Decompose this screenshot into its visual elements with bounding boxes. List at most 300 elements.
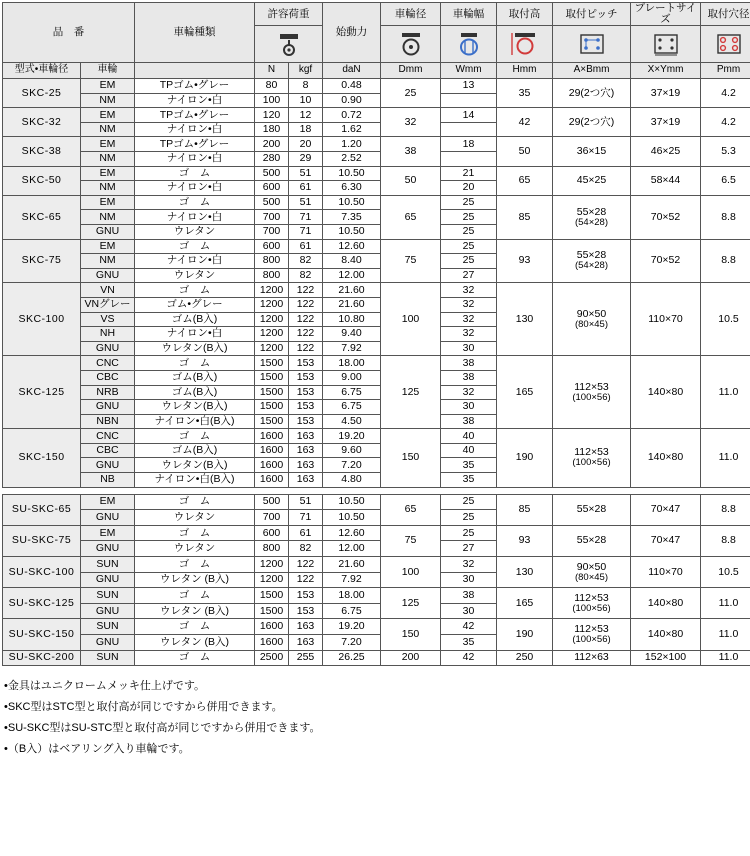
cell-wheel-code: SUN — [81, 650, 135, 666]
cell-mount-height: 130 — [497, 557, 553, 588]
cell-mount-height: 65 — [497, 166, 553, 195]
cell-kgf: 153 — [289, 370, 323, 385]
cell-wheel-dia: 75 — [381, 525, 441, 556]
cell-hole-dia: 11.0 — [701, 429, 750, 487]
cell-kgf: 122 — [289, 297, 323, 312]
cell-n: 200 — [255, 137, 289, 152]
cell-dan: 21.60 — [323, 557, 381, 573]
cell-n: 1500 — [255, 603, 289, 619]
cell-mount-pitch: 112×53 (100×56) — [553, 429, 631, 487]
cell-wheel-code: CNC — [81, 356, 135, 371]
cell-kgf: 122 — [289, 312, 323, 327]
cell-wheel-width: 38 — [441, 356, 497, 371]
cell-plate-size: 58×44 — [631, 166, 701, 195]
cell-wheel-kind: ゴ ム — [135, 239, 255, 254]
cell-dan: 6.75 — [323, 603, 381, 619]
wheel-width-icon — [441, 26, 497, 63]
cell-n: 280 — [255, 152, 289, 167]
cell-n: 1600 — [255, 429, 289, 444]
cell-wheel-kind: ウレタン — [135, 541, 255, 557]
cell-n: 700 — [255, 210, 289, 225]
table-row — [3, 650, 750, 666]
cell-wheel-kind: ナイロン•白 — [135, 210, 255, 225]
cell-dan: 0.72 — [323, 108, 381, 123]
cell-wheel-width: 27 — [441, 268, 497, 283]
cell-wheel-code: NM — [81, 210, 135, 225]
cell-dan: 10.50 — [323, 195, 381, 210]
table-row — [3, 166, 750, 181]
cell-mount-height: 190 — [497, 429, 553, 487]
cell-n: 1200 — [255, 283, 289, 298]
cell-wheel-width: 35 — [441, 635, 497, 651]
header-mount-pitch: 取付ピッチ — [553, 3, 631, 26]
note-item: •SU-SKC型はSU-STC型と取付高が同じですから併用できます。 — [4, 718, 750, 739]
cell-dan: 26.25 — [323, 650, 381, 666]
cell-wheel-code: NM — [81, 122, 135, 137]
cell-wheel-code: EM — [81, 108, 135, 123]
cell-dan: 21.60 — [323, 297, 381, 312]
cell-wheel-kind: ゴム(B入) — [135, 443, 255, 458]
cell-plate-size: 37×19 — [631, 108, 701, 137]
cell-n: 1500 — [255, 356, 289, 371]
cell-wheel-kind: ウレタン(B入) — [135, 400, 255, 415]
cell-dan: 10.50 — [323, 166, 381, 181]
cell-wheel-width: 30 — [441, 341, 497, 356]
cell-kgf: 18 — [289, 122, 323, 137]
cell-plate-size: 140×80 — [631, 588, 701, 619]
cell-wheel-kind: ウレタン (B入) — [135, 572, 255, 588]
cell-wheel-kind: ナイロン•白 — [135, 254, 255, 269]
cell-wheel-kind: ウレタン — [135, 268, 255, 283]
cell-wheel-code: NM — [81, 254, 135, 269]
table-row — [3, 494, 750, 510]
table-row — [3, 619, 750, 635]
cell-dan: 9.60 — [323, 443, 381, 458]
cell-wheel-code: EM — [81, 494, 135, 510]
table-row — [3, 557, 750, 573]
cell-mount-height: 50 — [497, 137, 553, 166]
cell-wheel-code: GNU — [81, 341, 135, 356]
cell-plate-size: 70×52 — [631, 239, 701, 283]
cell-kgf: 163 — [289, 443, 323, 458]
cell-wheel-kind: ゴ ム — [135, 166, 255, 181]
cell-wheel-kind: ゴ ム — [135, 356, 255, 371]
cell-n: 600 — [255, 181, 289, 196]
table-row — [3, 137, 750, 152]
cell-wheel-code: GNU — [81, 572, 135, 588]
cell-wheel-code: NH — [81, 327, 135, 342]
cell-dan: 8.40 — [323, 254, 381, 269]
cell-hole-dia: 4.2 — [701, 79, 750, 108]
unit-pmm: Pmm — [701, 63, 750, 79]
cell-dan: 10.50 — [323, 494, 381, 510]
cell-mount-pitch: 55×28 (54×28) — [553, 195, 631, 239]
cell-wheel-width — [441, 152, 497, 167]
cell-wheel-code: VNグレー — [81, 297, 135, 312]
cell-wheel-code: GNU — [81, 224, 135, 239]
cell-hole-dia: 8.8 — [701, 525, 750, 556]
cell-n: 120 — [255, 108, 289, 123]
cell-part-no: SU-SKC-100 — [3, 557, 81, 588]
cell-mount-pitch: 112×53 (100×56) — [553, 588, 631, 619]
cell-n: 800 — [255, 541, 289, 557]
cell-n: 1500 — [255, 588, 289, 604]
cell-wheel-width: 25 — [441, 494, 497, 510]
cell-wheel-width — [441, 122, 497, 137]
cell-mount-pitch: 55×28 — [553, 525, 631, 556]
cell-plate-size: 110×70 — [631, 557, 701, 588]
cell-wheel-code: GNU — [81, 603, 135, 619]
cell-kgf: 71 — [289, 224, 323, 239]
cell-wheel-code: GNU — [81, 510, 135, 526]
cell-part-no: SKC-150 — [3, 429, 81, 487]
cell-kgf: 163 — [289, 429, 323, 444]
header-wheel-width: 車輪幅 — [441, 3, 497, 26]
cell-dan: 21.60 — [323, 283, 381, 298]
cell-kgf: 20 — [289, 137, 323, 152]
cell-wheel-kind: TPゴム•グレー — [135, 137, 255, 152]
cell-dan: 7.92 — [323, 572, 381, 588]
cell-wheel-kind: ウレタン(B入) — [135, 458, 255, 473]
cell-wheel-width: 32 — [441, 557, 497, 573]
cell-dan: 12.60 — [323, 525, 381, 541]
cell-mount-height: 250 — [497, 650, 553, 666]
cell-kgf: 82 — [289, 268, 323, 283]
cell-dan: 6.75 — [323, 400, 381, 415]
cell-wheel-width: 27 — [441, 541, 497, 557]
cell-n: 1500 — [255, 400, 289, 415]
cell-n: 1600 — [255, 619, 289, 635]
cell-wheel-width: 32 — [441, 327, 497, 342]
cell-kgf: 163 — [289, 635, 323, 651]
cell-wheel-code: NBN — [81, 414, 135, 429]
cell-mount-height: 85 — [497, 195, 553, 239]
cell-n: 1500 — [255, 385, 289, 400]
cell-wheel-kind: ゴ ム — [135, 650, 255, 666]
header-hole-dia: 取付穴径 — [701, 3, 750, 26]
cell-n: 1500 — [255, 370, 289, 385]
table-row — [3, 239, 750, 254]
cell-wheel-kind: ウレタン (B入) — [135, 603, 255, 619]
cell-hole-dia: 4.2 — [701, 108, 750, 137]
cell-n: 1600 — [255, 473, 289, 488]
cell-wheel-dia: 50 — [381, 166, 441, 195]
unit-xxy: X×Ymm — [631, 63, 701, 79]
cell-mount-pitch: 90×50 (80×45) — [553, 557, 631, 588]
table-row — [3, 525, 750, 541]
cell-hole-dia: 8.8 — [701, 494, 750, 525]
cell-dan: 10.80 — [323, 312, 381, 327]
cell-n: 1600 — [255, 458, 289, 473]
cell-wheel-kind: ナイロン•白(B入) — [135, 473, 255, 488]
main-spec-table — [2, 2, 750, 488]
cell-n: 1600 — [255, 443, 289, 458]
cell-wheel-code: EM — [81, 137, 135, 152]
cell-wheel-dia: 38 — [381, 137, 441, 166]
cell-wheel-width: 14 — [441, 108, 497, 123]
cell-wheel-kind: ゴ ム — [135, 619, 255, 635]
cell-kgf: 163 — [289, 619, 323, 635]
cell-wheel-code: SUN — [81, 619, 135, 635]
cell-kgf: 122 — [289, 341, 323, 356]
cell-kgf: 122 — [289, 572, 323, 588]
cell-part-no: SKC-100 — [3, 283, 81, 356]
cell-mount-pitch: 112×53 (100×56) — [553, 356, 631, 429]
cell-kgf: 51 — [289, 195, 323, 210]
cell-wheel-width: 30 — [441, 400, 497, 415]
cell-dan: 7.35 — [323, 210, 381, 225]
cell-wheel-width: 32 — [441, 283, 497, 298]
cell-part-no: SKC-38 — [3, 137, 81, 166]
cell-plate-size: 110×70 — [631, 283, 701, 356]
cell-wheel-width: 21 — [441, 166, 497, 181]
cell-kgf: 10 — [289, 93, 323, 108]
cell-wheel-width: 18 — [441, 137, 497, 152]
cell-wheel-kind: ナイロン•白 — [135, 93, 255, 108]
cell-kgf: 163 — [289, 458, 323, 473]
cell-kgf: 61 — [289, 239, 323, 254]
cell-n: 800 — [255, 254, 289, 269]
table-row — [3, 429, 750, 444]
unit-kgf: kgf — [289, 63, 323, 79]
unit-wmm: Wmm — [441, 63, 497, 79]
cell-part-no: SU-SKC-65 — [3, 494, 81, 525]
cell-plate-size: 37×19 — [631, 79, 701, 108]
cell-dan: 12.60 — [323, 239, 381, 254]
cell-wheel-kind: ウレタン — [135, 224, 255, 239]
cell-kgf: 153 — [289, 385, 323, 400]
cell-plate-size: 70×52 — [631, 195, 701, 239]
cell-part-no: SU-SKC-125 — [3, 588, 81, 619]
cell-wheel-kind: ゴ ム — [135, 588, 255, 604]
cell-part-no: SKC-25 — [3, 79, 81, 108]
cell-wheel-kind: TPゴム•グレー — [135, 79, 255, 94]
cell-wheel-width: 32 — [441, 297, 497, 312]
cell-mount-pitch: 90×50 (80×45) — [553, 283, 631, 356]
header-start-force — [323, 3, 381, 63]
wheel-dia-icon — [381, 26, 441, 63]
cell-mount-height: 93 — [497, 525, 553, 556]
cell-wheel-code: SUN — [81, 557, 135, 573]
cell-wheel-kind: ウレタン(B入) — [135, 341, 255, 356]
cell-wheel-kind: ナイロン•白 — [135, 181, 255, 196]
cell-wheel-code: GNU — [81, 458, 135, 473]
cell-mount-pitch: 55×28 (54×28) — [553, 239, 631, 283]
su-spec-table — [2, 494, 750, 667]
note-item: •（B入）はベアリング入り車輪です。 — [4, 739, 750, 760]
cell-dan: 7.92 — [323, 341, 381, 356]
cell-wheel-code: SUN — [81, 588, 135, 604]
cell-n: 800 — [255, 268, 289, 283]
cell-kgf: 122 — [289, 283, 323, 298]
cell-wheel-kind: ゴ ム — [135, 195, 255, 210]
cell-wheel-dia: 32 — [381, 108, 441, 137]
cell-wheel-dia: 75 — [381, 239, 441, 283]
cell-plate-size: 70×47 — [631, 494, 701, 525]
header-plate-size: プレートサイズ — [631, 3, 701, 26]
cell-wheel-dia: 25 — [381, 79, 441, 108]
mount-height-icon — [497, 26, 553, 63]
cell-wheel-kind: ナイロン•白(B入) — [135, 414, 255, 429]
header-start-force-label: 始動力 — [323, 27, 380, 38]
cell-n: 1200 — [255, 312, 289, 327]
cell-wheel-kind: ナイロン•白 — [135, 152, 255, 167]
cell-wheel-code: CBC — [81, 370, 135, 385]
cell-part-no: SKC-125 — [3, 356, 81, 429]
cell-kgf: 12 — [289, 108, 323, 123]
cell-wheel-width: 25 — [441, 195, 497, 210]
cell-wheel-kind: ゴ ム — [135, 557, 255, 573]
cell-dan: 1.62 — [323, 122, 381, 137]
cell-kgf: 8 — [289, 79, 323, 94]
cell-wheel-code: GNU — [81, 400, 135, 415]
cell-kgf: 122 — [289, 557, 323, 573]
header-row-1 — [3, 3, 750, 26]
load-icon — [255, 26, 323, 63]
spec-sheet-page — [0, 2, 750, 856]
cell-n: 700 — [255, 224, 289, 239]
cell-wheel-kind: TPゴム•グレー — [135, 108, 255, 123]
cell-wheel-width: 38 — [441, 370, 497, 385]
cell-hole-dia: 6.5 — [701, 166, 750, 195]
cell-wheel-dia: 150 — [381, 429, 441, 487]
cell-wheel-dia: 150 — [381, 619, 441, 650]
cell-wheel-code: GNU — [81, 635, 135, 651]
cell-wheel-code: VS — [81, 312, 135, 327]
cell-wheel-code: NB — [81, 473, 135, 488]
cell-wheel-width: 25 — [441, 510, 497, 526]
cell-wheel-kind: ゴム(B入) — [135, 385, 255, 400]
cell-mount-pitch: 112×63 — [553, 650, 631, 666]
header-part-no: 品 番 — [3, 3, 135, 63]
cell-kgf: 29 — [289, 152, 323, 167]
cell-dan: 19.20 — [323, 429, 381, 444]
cell-wheel-width: 35 — [441, 458, 497, 473]
cell-kgf: 71 — [289, 510, 323, 526]
cell-wheel-code: VN — [81, 283, 135, 298]
unit-dan: daN — [323, 63, 381, 79]
cell-n: 1500 — [255, 414, 289, 429]
cell-wheel-dia: 100 — [381, 557, 441, 588]
cell-hole-dia: 11.0 — [701, 619, 750, 650]
cell-wheel-code: NM — [81, 152, 135, 167]
cell-wheel-dia: 65 — [381, 494, 441, 525]
cell-wheel-dia: 125 — [381, 356, 441, 429]
cell-kgf: 82 — [289, 541, 323, 557]
cell-dan: 4.50 — [323, 414, 381, 429]
cell-kgf: 153 — [289, 603, 323, 619]
unit-n: N — [255, 63, 289, 79]
cell-wheel-width: 42 — [441, 650, 497, 666]
cell-mount-height: 85 — [497, 494, 553, 525]
cell-plate-size: 46×25 — [631, 137, 701, 166]
header-wheel-dia: 車輪径 — [381, 3, 441, 26]
cell-mount-height: 35 — [497, 79, 553, 108]
cell-wheel-code: EM — [81, 239, 135, 254]
cell-hole-dia: 8.8 — [701, 195, 750, 239]
cell-wheel-code: EM — [81, 525, 135, 541]
cell-wheel-kind: ゴム(B入) — [135, 312, 255, 327]
cell-hole-dia: 10.5 — [701, 557, 750, 588]
header-load: 許容荷重 — [255, 3, 323, 26]
cell-wheel-kind: ナイロン•白 — [135, 327, 255, 342]
cell-hole-dia: 10.5 — [701, 283, 750, 356]
cell-mount-pitch: 29(2つ穴) — [553, 108, 631, 137]
cell-plate-size: 140×80 — [631, 619, 701, 650]
cell-n: 2500 — [255, 650, 289, 666]
cell-wheel-kind: ゴム(B入) — [135, 370, 255, 385]
cell-mount-pitch: 36×15 — [553, 137, 631, 166]
cell-kgf: 163 — [289, 473, 323, 488]
cell-plate-size: 140×80 — [631, 429, 701, 487]
cell-n: 500 — [255, 166, 289, 181]
cell-wheel-dia: 200 — [381, 650, 441, 666]
cell-kgf: 71 — [289, 210, 323, 225]
cell-kgf: 82 — [289, 254, 323, 269]
hole-dia-icon — [701, 26, 750, 63]
cell-wheel-code: NM — [81, 93, 135, 108]
cell-mount-height: 42 — [497, 108, 553, 137]
cell-mount-height: 190 — [497, 619, 553, 650]
cell-n: 1200 — [255, 327, 289, 342]
cell-wheel-width — [441, 93, 497, 108]
cell-part-no: SKC-75 — [3, 239, 81, 283]
cell-wheel-width: 35 — [441, 473, 497, 488]
mount-pitch-icon — [553, 26, 631, 63]
cell-kgf: 122 — [289, 327, 323, 342]
cell-dan: 12.00 — [323, 268, 381, 283]
cell-mount-height: 130 — [497, 283, 553, 356]
cell-mount-height: 93 — [497, 239, 553, 283]
cell-wheel-width: 25 — [441, 525, 497, 541]
cell-kgf: 255 — [289, 650, 323, 666]
cell-dan: 9.00 — [323, 370, 381, 385]
cell-wheel-kind: ウレタン — [135, 510, 255, 526]
cell-wheel-kind: ゴ ム — [135, 494, 255, 510]
cell-wheel-width: 38 — [441, 588, 497, 604]
cell-wheel-width: 38 — [441, 414, 497, 429]
cell-part-no: SKC-32 — [3, 108, 81, 137]
cell-n: 500 — [255, 494, 289, 510]
cell-dan: 6.75 — [323, 385, 381, 400]
cell-kgf: 61 — [289, 181, 323, 196]
cell-wheel-width: 40 — [441, 443, 497, 458]
header-wheel-kind: 車輪種類 — [135, 3, 255, 63]
cell-plate-size: 140×80 — [631, 356, 701, 429]
notes-list — [4, 676, 750, 760]
cell-wheel-code: EM — [81, 79, 135, 94]
cell-kgf: 153 — [289, 356, 323, 371]
cell-n: 600 — [255, 525, 289, 541]
cell-mount-pitch: 112×53 (100×56) — [553, 619, 631, 650]
cell-n: 80 — [255, 79, 289, 94]
cell-dan: 6.30 — [323, 181, 381, 196]
cell-wheel-code: NRB — [81, 385, 135, 400]
cell-kgf: 61 — [289, 525, 323, 541]
cell-mount-pitch: 29(2つ穴) — [553, 79, 631, 108]
cell-dan: 10.50 — [323, 510, 381, 526]
cell-wheel-width: 32 — [441, 312, 497, 327]
cell-wheel-code: GNU — [81, 541, 135, 557]
cell-dan: 1.20 — [323, 137, 381, 152]
cell-part-no: SKC-65 — [3, 195, 81, 239]
cell-wheel-width: 25 — [441, 210, 497, 225]
header-row-3-units — [3, 63, 750, 79]
cell-part-no: SU-SKC-150 — [3, 619, 81, 650]
cell-wheel-width: 30 — [441, 572, 497, 588]
cell-dan: 7.20 — [323, 635, 381, 651]
cell-kgf: 153 — [289, 400, 323, 415]
